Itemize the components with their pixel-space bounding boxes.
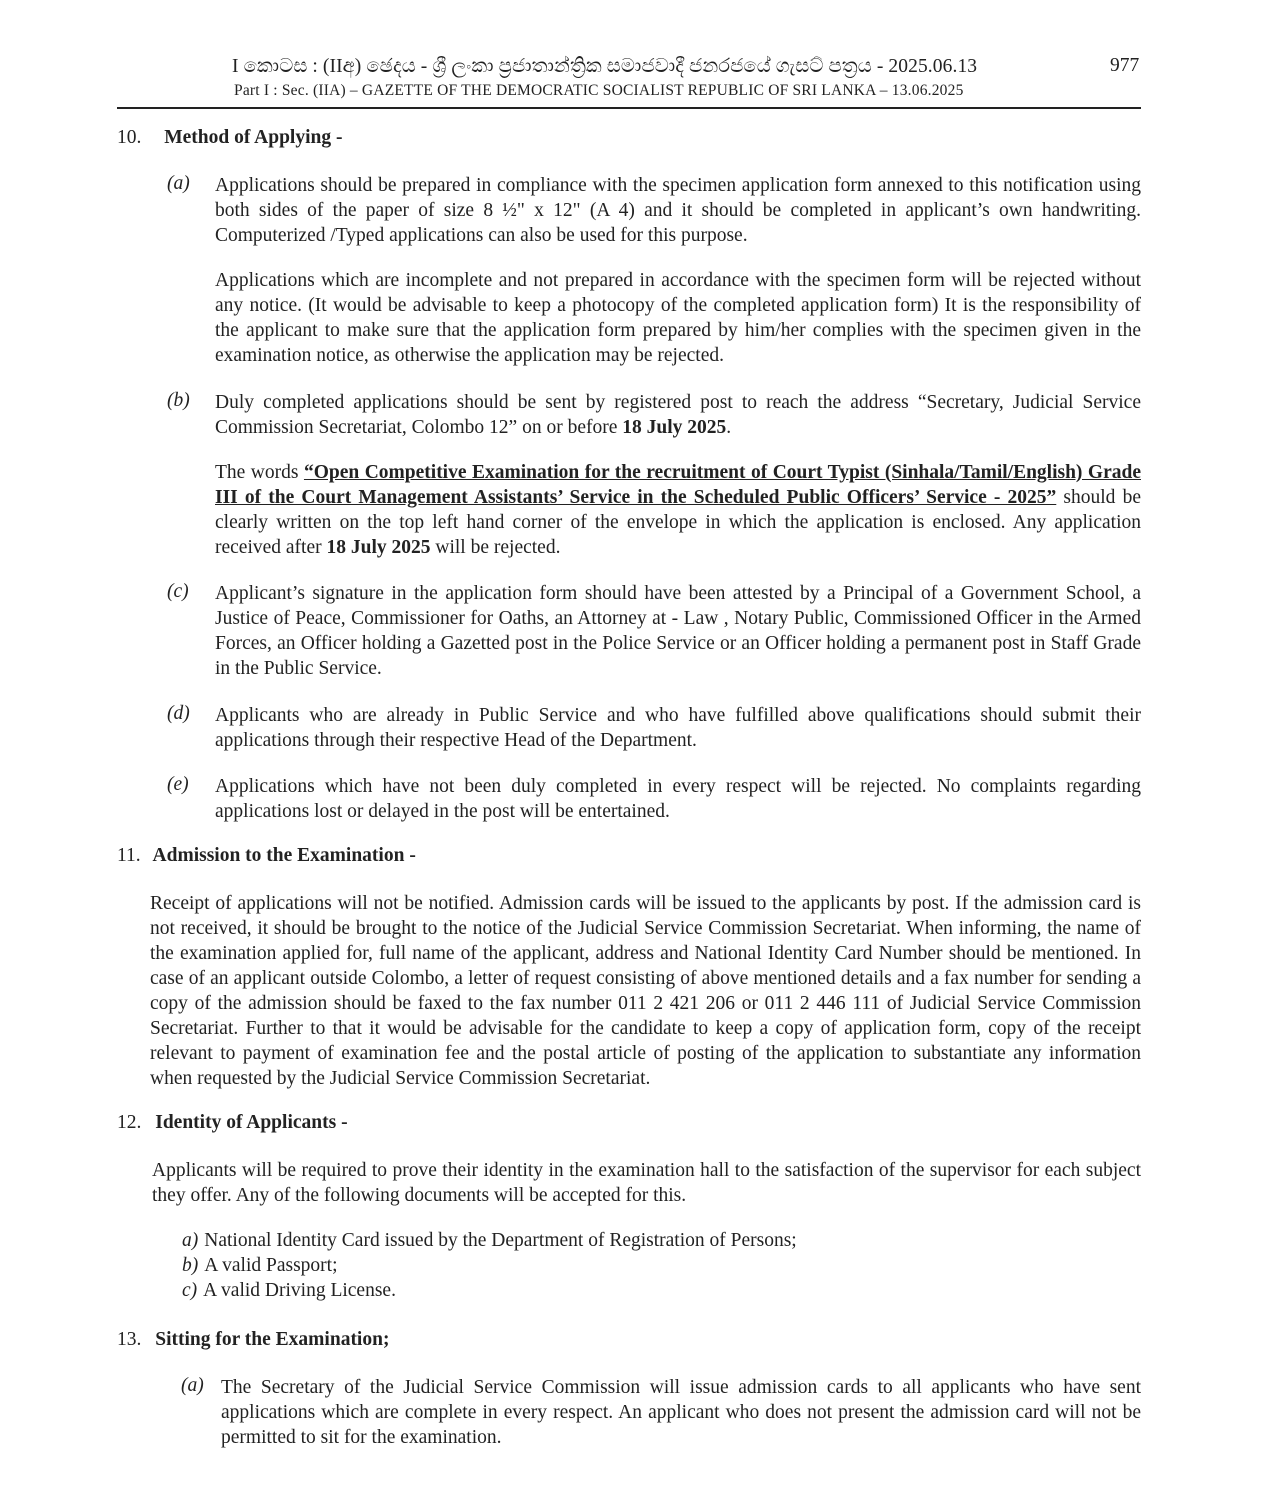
gazette-header-sinhala: I කොටස : (IIඅ) ඡෙදය - ශ්‍රී ලංකා ප්‍රජාතාන්ත්‍රික සමාජවාදී ජනරජයේ ගැසට් පත්‍රය - 2025.06.13 (232, 56, 978, 77)
section-number: 13. (117, 1329, 142, 1350)
section-title: Identity of Applicants - (155, 1112, 348, 1133)
list-item (182, 1278, 396, 1303)
item-marker: (d) (167, 703, 190, 724)
text-run: should be clearly written on the top left hand corner of the envelope in which the application is enclosed. Any application received after (215, 487, 1141, 558)
section-10-heading (117, 127, 342, 149)
deadline-date: 18 July 2025 (326, 537, 431, 558)
paragraph: Applications which are incomplete and not prepared in accordance with the specimen form will be rejected without any notice. (It would be advisable to keep a photocopy of the completed application form) It is the responsibility of the applicant to make sure that the application form prepared by him/her complies with the specimen given in the examination notice, as otherwise the application may be rejected. (215, 270, 1141, 366)
item-marker: (b) (167, 390, 190, 411)
paragraph (215, 390, 1141, 440)
text-run: The words (215, 462, 304, 483)
list-item (182, 1253, 338, 1278)
list-item-text: National Identity Card issued by the Department of Registration of Persons; (204, 1230, 797, 1251)
text-run: will be rejected. (430, 537, 561, 558)
list-item (182, 1228, 797, 1253)
section-13-heading (117, 1329, 389, 1351)
item-marker: (a) (167, 173, 190, 194)
list-marker: c) (182, 1280, 198, 1301)
header-divider (117, 107, 1141, 109)
text-run: . (726, 417, 732, 438)
paragraph: Applicants will be required to prove their identity in the examination hall to the satisfaction of the supervisor for each subject they offer. Any of the following documents will be accepted for this. (152, 1160, 1141, 1206)
paragraph: Applicant’s signature in the application form should have been attested by a Principal of a Government School, a Justice of Peace, Commissioner for Oaths, an Attorney at - Law , Notary Public, Commissioned Officer in the Armed Forces, an Officer holding a Gazetted post in the Police Service or an Officer holding a permanent post in Staff Grade in the Public Service. (215, 583, 1141, 679)
paragraph (215, 460, 1141, 560)
section-number: 12. (117, 1112, 142, 1133)
section-number: 10. (117, 127, 142, 148)
page-number: 977 (1110, 55, 1140, 76)
item-marker: (c) (167, 581, 189, 602)
paragraph: Applications should be prepared in compliance with the specimen application form annexed to this notification using both sides of the paper of size 8 ½" x 12" (A 4) and it should be completed in applicant’s own handwriting. Computerized /Typed applications can also be used for this purpose. (215, 175, 1141, 246)
list-item-text: A valid Driving License. (203, 1280, 396, 1301)
item-marker: (e) (167, 774, 189, 795)
deadline-date: 18 July 2025 (622, 417, 727, 438)
section-title: Sitting for the Examination; (155, 1329, 390, 1350)
section-12-heading (117, 1112, 348, 1134)
envelope-caption: “Open Competitive Examination for the recruitment of Court Typist (Sinhala/Tamil/English) Grade III of the Court Management Assistants’ Service in the Scheduled Public Officers’ Service - 2025” (215, 462, 1141, 508)
gazette-header-english: Part I : Sec. (IIA) – GAZETTE OF THE DEMOCRATIC SOCIALIST REPUBLIC OF SRI LANKA – 13.06.2025 (234, 82, 964, 99)
paragraph: Receipt of applications will not be notified. Admission cards will be issued to the applicants by post. If the admission card is not received, it should be brought to the notice of the Judicial Service Commission Secretariat. When informing, the name of the examination applied for, full name of the applicant, address and National Identity Card Number should be mentioned. In case of an applicant outside Colombo, a letter of request consisting of above mentioned details and a fax number for sending a copy of the admission should be faxed to the fax number 011 2 421 206 or 011 2 446 111 of Judicial Service Commission Secretariat. Further to that it would be advisable for the candidate to keep a copy of application form, copy of the receipt relevant to payment of examination fee and the postal article of posting of the application to substantiate any information when requested by the Judicial Service Commission Secretariat. (150, 893, 1141, 1089)
text-run: Duly completed applications should be sent by registered post to reach the address “Secretary, Judicial Service Commission Secretariat, Colombo 12” on or before (215, 392, 1141, 438)
section-11-heading (117, 845, 416, 867)
section-title: Admission to the Examination - (152, 845, 416, 866)
list-marker: b) (182, 1255, 199, 1276)
section-number: 11. (117, 845, 141, 866)
paragraph: Applicants who are already in Public Service and who have fulfilled above qualifications should submit their applications through their respective Head of the Department. (215, 705, 1141, 751)
item-marker: (a) (181, 1375, 204, 1396)
list-item-text: A valid Passport; (204, 1255, 338, 1276)
paragraph: Applications which have not been duly completed in every respect will be rejected. No complaints regarding applications lost or delayed in the post will be entertained. (215, 776, 1141, 822)
section-title: Method of Applying - (164, 127, 343, 148)
paragraph: The Secretary of the Judicial Service Commission will issue admission cards to all applicants who have sent applications which are complete in every respect. An applicant who does not present the admission card will not be permitted to sit for the examination. (221, 1377, 1141, 1448)
list-marker: a) (182, 1230, 199, 1251)
